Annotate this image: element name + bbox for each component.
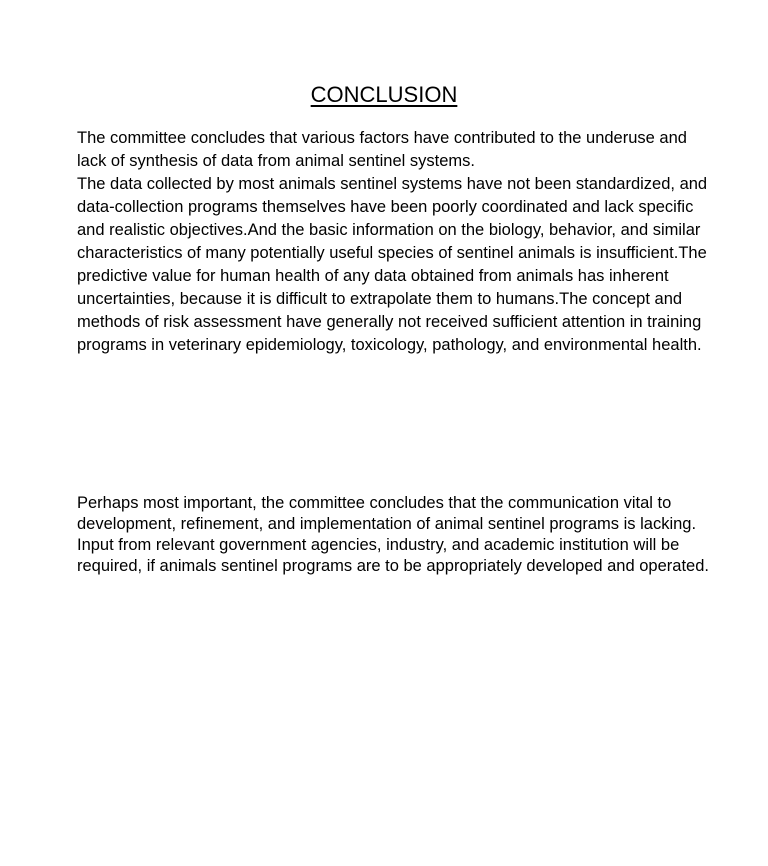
conclusion-text-block (77, 127, 717, 357)
paragraph-2: The data collected by most animals sentinel systems have not been standardized, and data-collection programs themselves have been poorly coordinated and lack specific and realistic objectives.And the basic information on the biology, behavior, and similar characteristics of many potentially useful species of sentinel animals is insufficient.The predictive value for human health of any data obtained from animals has inherent uncertainties, because it is difficult to extrapolate them to humans.The concept and methods of risk assessment have generally not received sufficient attention in training programs in veterinary epidemiology, toxicology, pathology, and environmental health. (77, 175, 708, 354)
paragraph-1: The committee concludes that various factors have contributed to the underuse and lack of synthesis of data from animal sentinel systems. (77, 129, 687, 170)
page-title: CONCLUSION (310, 82, 458, 107)
final-conclusion-block (77, 493, 717, 577)
paragraph-3: Perhaps most important, the committee concludes that the communication vital to development, refinement, and implementation of animal sentinel programs is lacking. Input from relevant government agencies, industry, and academic institution will be required, if animals sentinel programs are to be appropriately developed and operated. (77, 494, 709, 575)
